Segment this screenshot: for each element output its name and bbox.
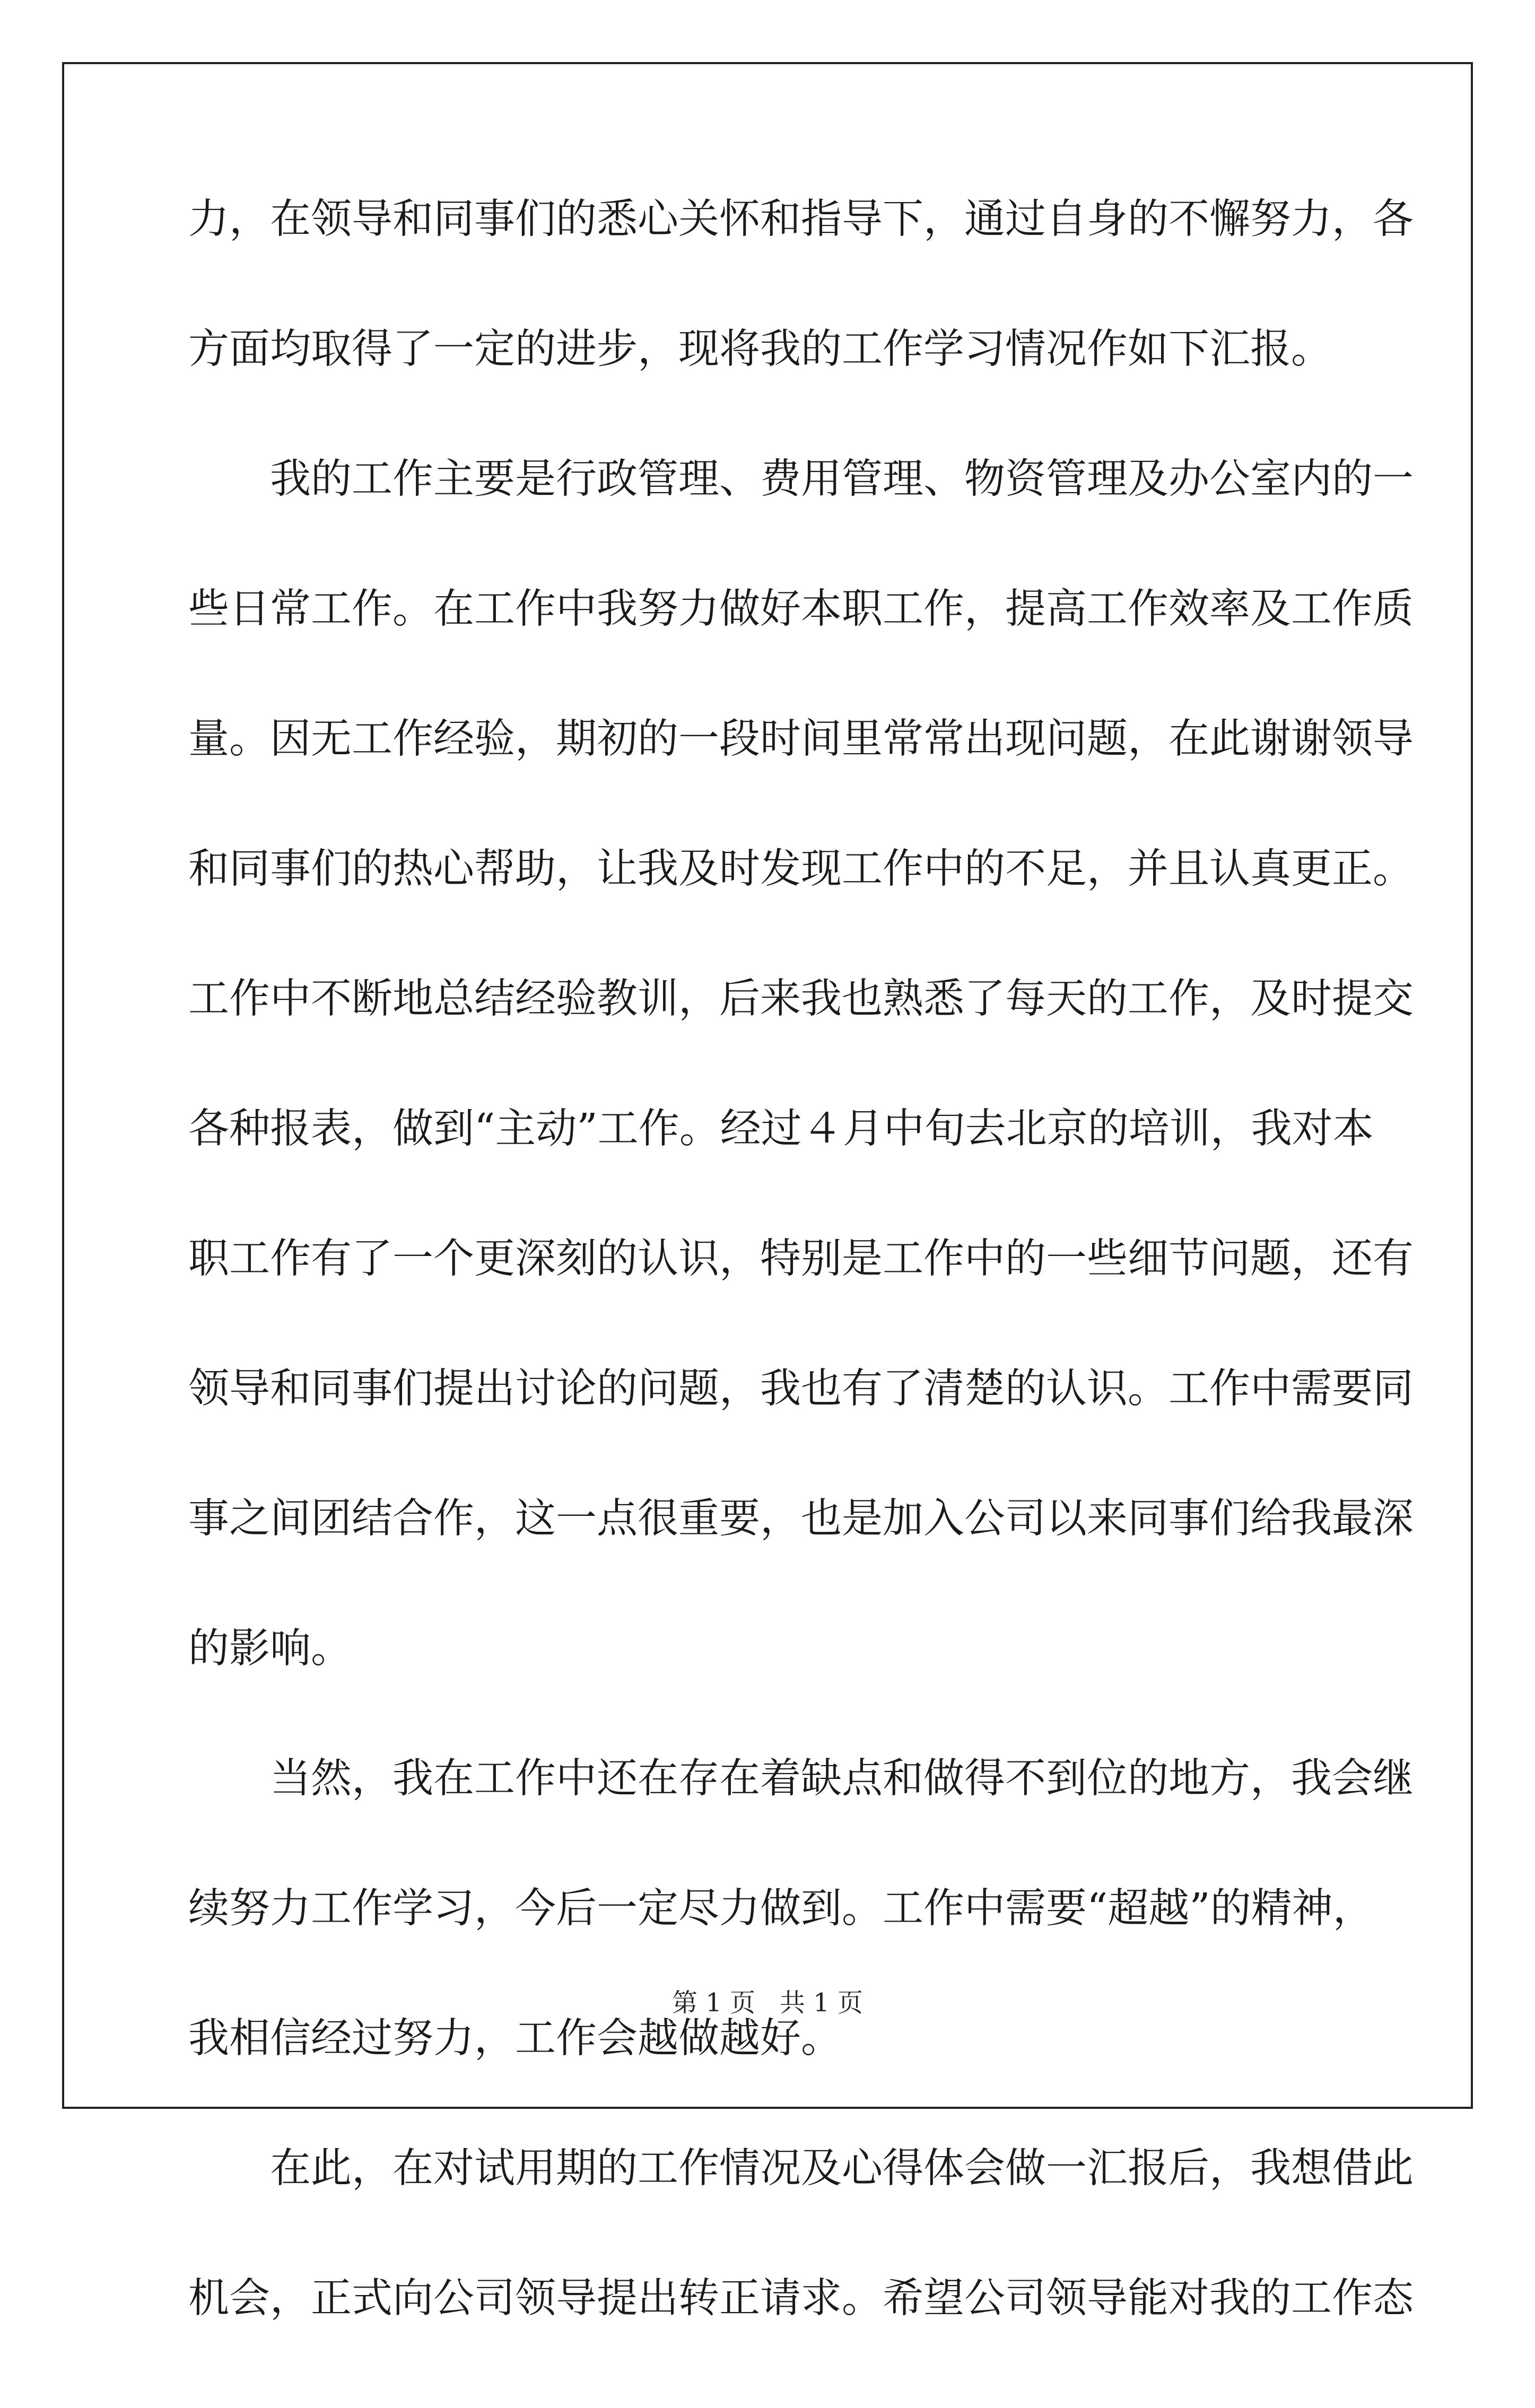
text-line: 量。因无工作经验，期初的一段时间里常常出现问题，在此谢谢领导	[188, 716, 1414, 763]
document-body	[188, 196, 1414, 2408]
text-line: 的影响。	[188, 1625, 352, 1672]
text-line: 当然，我在工作中还在存在着缺点和做得不到位的地方，我会继	[270, 1755, 1414, 1802]
text-line: 职工作有了一个更深刻的认识，特别是工作中的一些细节问题，还有	[188, 1235, 1414, 1282]
text-line: 些日常工作。在工作中我努力做好本职工作，提高工作效率及工作质	[188, 586, 1414, 633]
text-line: 领导和同事们提出讨论的问题，我也有了清楚的认识。工作中需要同	[188, 1365, 1414, 1412]
text-line: 工作中不断地总结经验教训，后来我也熟悉了每天的工作，及时提交	[188, 975, 1414, 1023]
text-line: 和同事们的热心帮助，让我及时发现工作中的不足，并且认真更正。	[188, 845, 1414, 893]
page-footer	[0, 1990, 1535, 2016]
text-line: 我相信经过努力，工作会越做越好。	[188, 2015, 842, 2062]
text-line: 各种报表，做到“主动”工作。经过４月中旬去北京的培训，我对本	[188, 1105, 1374, 1153]
page-number: 第 1 页 共 1 页	[672, 1988, 863, 2018]
text-line: 我的工作主要是行政管理、费用管理、物资管理及办公室内的一	[270, 456, 1414, 503]
text-line: 续努力工作学习，今后一定尽力做到。工作中需要“超越”的精神，	[188, 1885, 1374, 1932]
text-line: 事之间团结合作，这一点很重要，也是加入公司以来同事们给我最深	[188, 1495, 1414, 1542]
text-line: 力，在领导和同事们的悉心关怀和指导下，通过自身的不懈努力，各	[188, 196, 1414, 243]
text-line: 在此，在对试用期的工作情况及心得体会做一汇报后，我想借此	[270, 2145, 1414, 2192]
text-line: 机会，正式向公司领导提出转正请求。希望公司领导能对我的工作态	[188, 2275, 1414, 2322]
text-line: 方面均取得了一定的进步，现将我的工作学习情况作如下汇报。	[188, 326, 1332, 373]
